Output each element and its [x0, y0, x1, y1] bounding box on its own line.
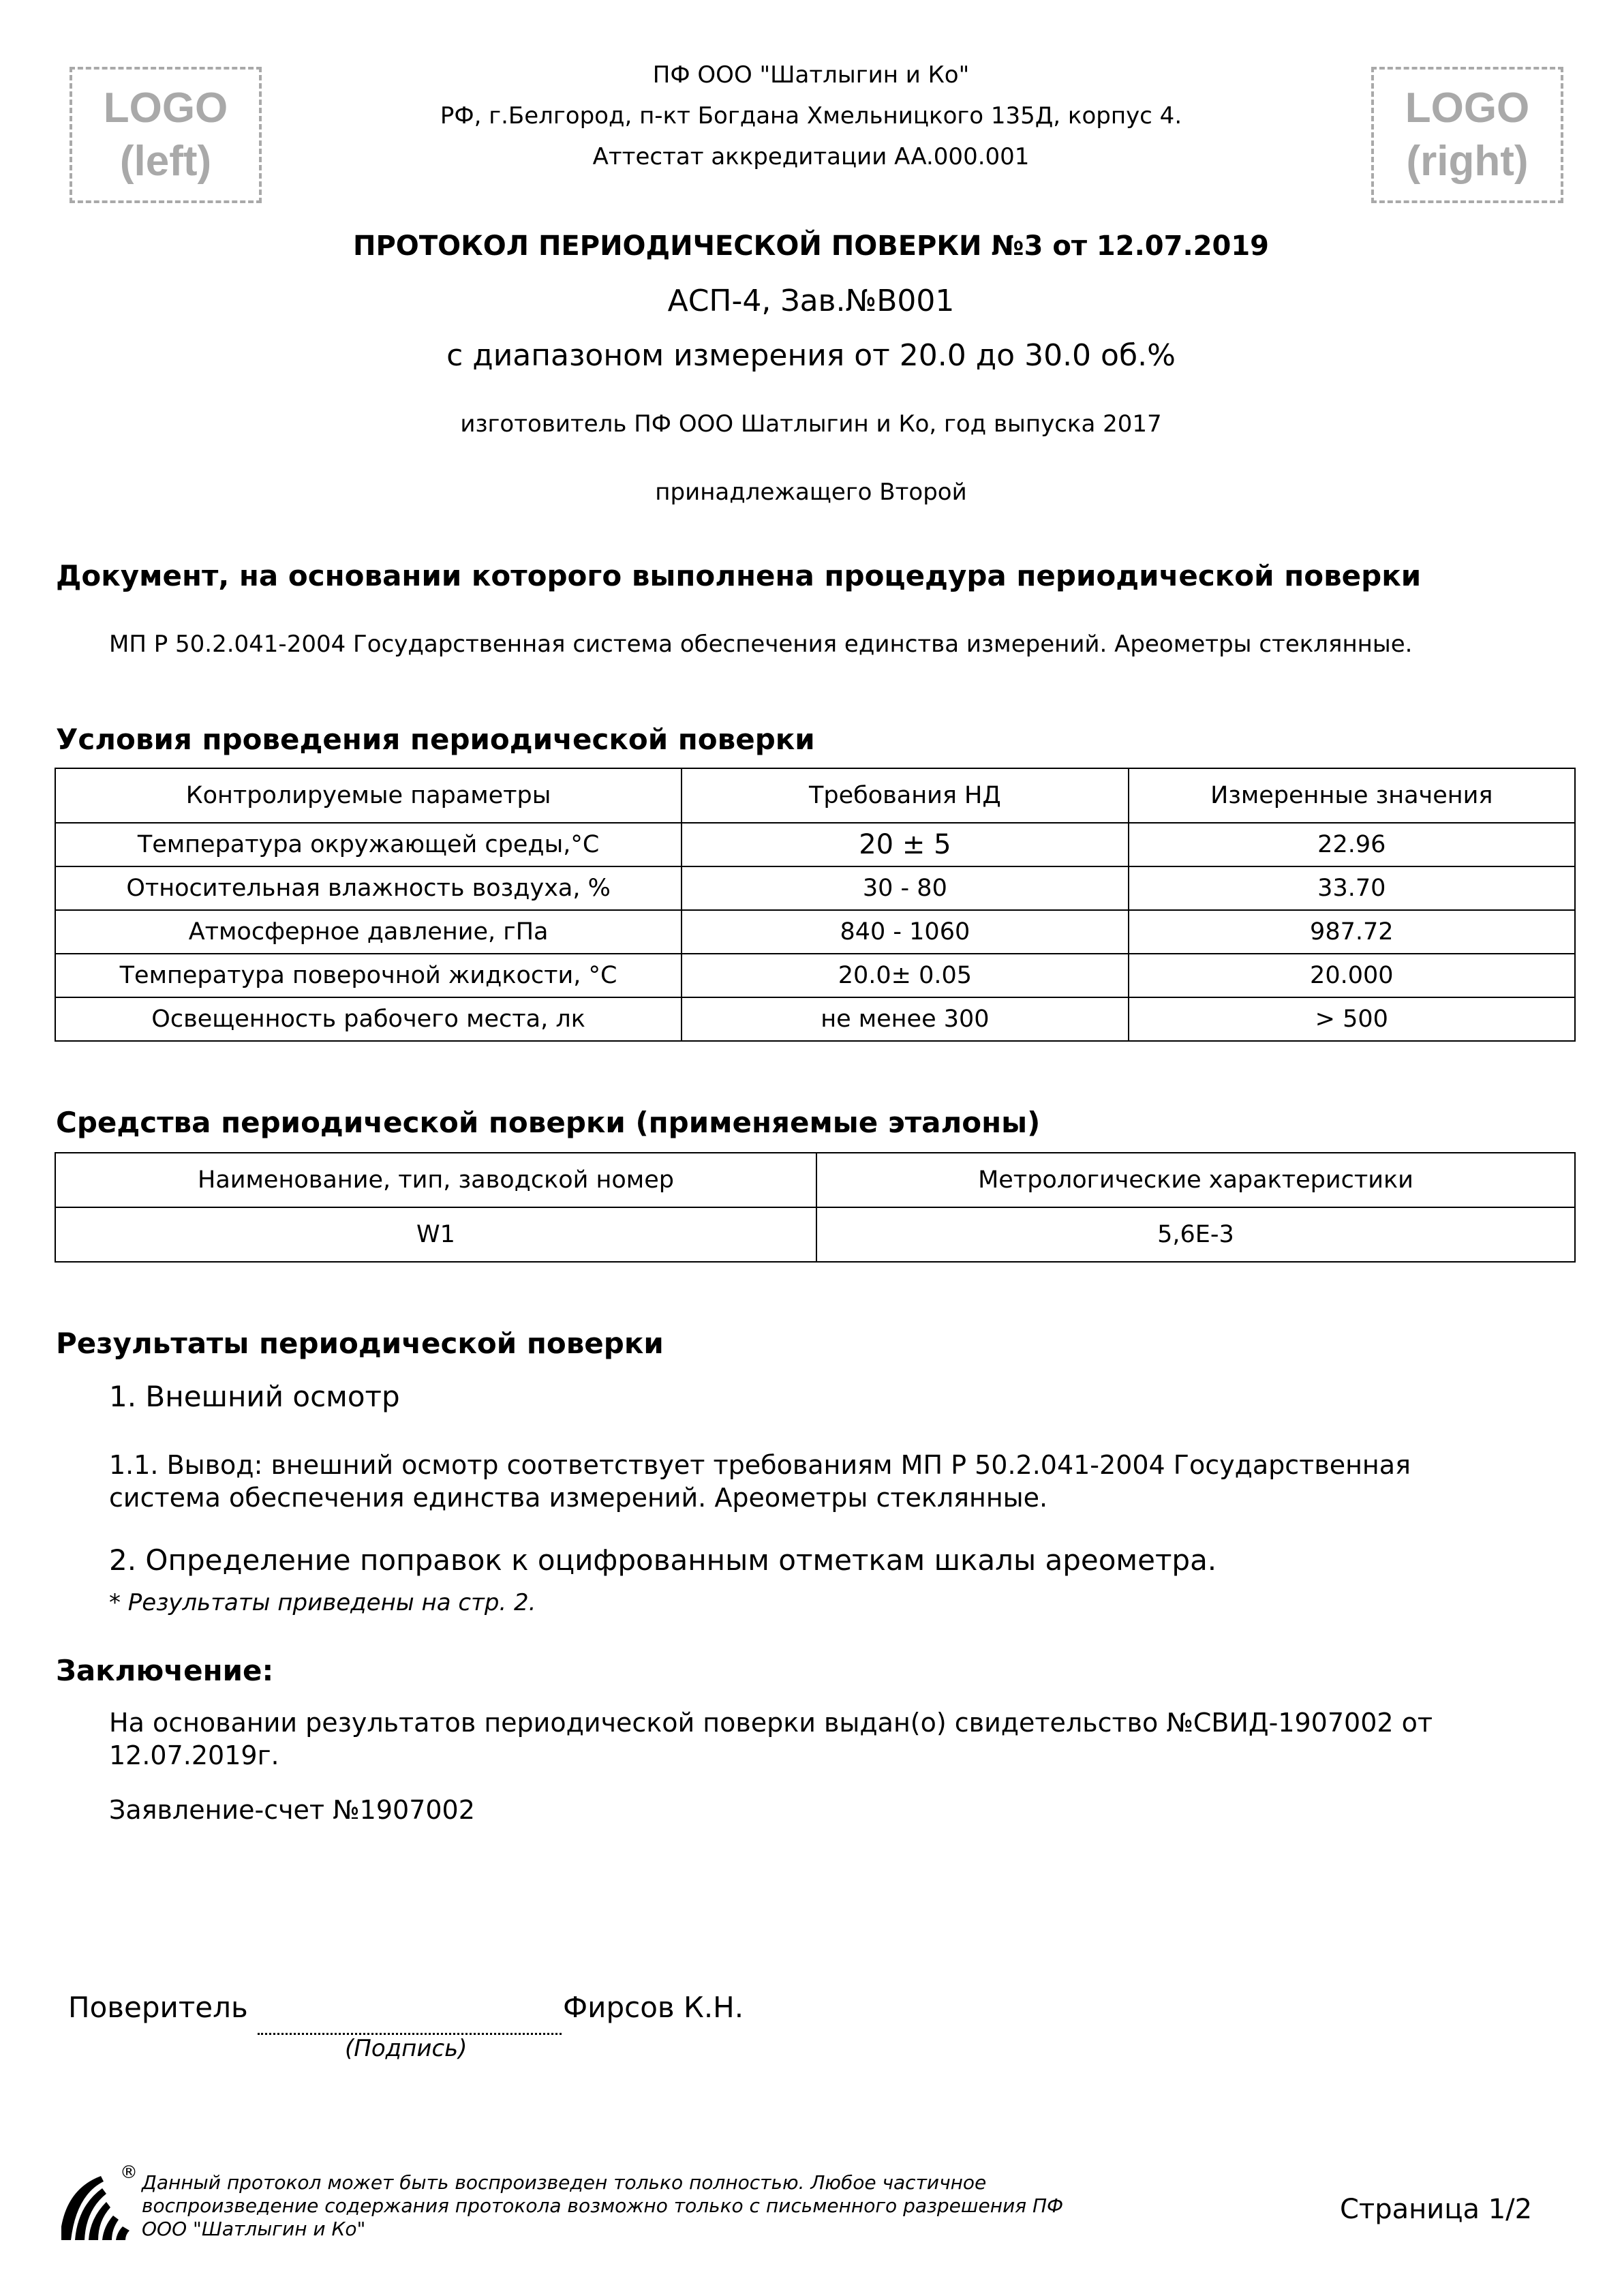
results-item-1: 1. Внешний осмотр	[109, 1380, 400, 1413]
conditions-header-row	[55, 768, 1575, 823]
device-name: АСП-4, Зав.№B001	[667, 284, 955, 318]
document-heading: Документ, на основании которого выполнена процедура периодической поверки	[56, 559, 1422, 592]
table-row	[55, 866, 1575, 910]
table-row	[55, 997, 1575, 1041]
conclusion-line2: 12.07.2019г.	[109, 1740, 279, 1770]
table-cell: 5,6E-3	[816, 1207, 1575, 1262]
table-cell: 20.000	[1129, 954, 1575, 997]
results-item-2: 2. Определение поправок к оцифрованным отметкам шкалы ареометра.	[109, 1543, 1217, 1577]
table-cell: Атмосферное давление, гПа	[55, 910, 682, 954]
col-header: Требования НД	[682, 768, 1128, 823]
table-row	[55, 954, 1575, 997]
logo-left-word: LOGO	[103, 85, 228, 132]
accreditation: Аттестат аккредитации AA.000.001	[592, 143, 1030, 170]
table-cell: Относительная влажность воздуха, %	[55, 866, 682, 910]
standards-table	[55, 1152, 1576, 1263]
results-item-1-1-line1: 1.1. Вывод: внешний осмотр соответствует требованиям МП Р 50.2.041-2004 Государственная	[109, 1450, 1411, 1480]
document-text: МП Р 50.2.041-2004 Государственная система обеспечения единства измерений. Ареометры стеклянные.	[109, 631, 1413, 658]
page-number: Страница 1/2	[1340, 2194, 1533, 2225]
col-header: Метрологические характеристики	[816, 1153, 1575, 1207]
page-title: ПРОТОКОЛ ПЕРИОДИЧЕСКОЙ ПОВЕРКИ №3 от 12.07.2019	[353, 230, 1269, 262]
footer-notice	[142, 2171, 1110, 2241]
table-cell: 987.72	[1129, 910, 1575, 954]
org-address: РФ, г.Белгород, п-кт Богдана Хмельницкого 135Д, корпус 4.	[440, 102, 1182, 130]
org-name: ПФ ООО "Шатлыгин и Ко"	[652, 61, 970, 89]
table-cell: 840 - 1060	[682, 910, 1128, 954]
table-cell: 20.0± 0.05	[682, 954, 1128, 997]
table-row	[55, 823, 1575, 866]
results-item-1-1-line2: система обеспечения единства измерений. Ареометры стеклянные.	[109, 1483, 1048, 1513]
table-cell: не менее 300	[682, 997, 1128, 1041]
verifier-name: Фирсов К.Н.	[563, 1991, 744, 2024]
table-cell: 22.96	[1129, 823, 1575, 866]
invoice-number: Заявление-счет №1907002	[109, 1795, 475, 1825]
table-row	[55, 910, 1575, 954]
measurement-range: с диапазоном измерения от 20.0 до 30.0 об.%	[446, 338, 1176, 373]
table-cell: 20 ± 5	[682, 823, 1128, 866]
table-cell: Температура поверочной жидкости, °С	[55, 954, 682, 997]
conclusion-heading: Заключение:	[56, 1654, 274, 1687]
col-header: Контролируемые параметры	[55, 768, 682, 823]
col-header: Наименование, тип, заводской номер	[55, 1153, 816, 1207]
owner: принадлежащего Второй	[655, 479, 967, 506]
manufacturer: изготовитель ПФ ООО Шатлыгин и Ко, год выпуска 2017	[460, 410, 1162, 438]
table-cell: 30 - 80	[682, 866, 1128, 910]
results-note: * Результаты приведены на стр. 2.	[109, 1589, 536, 1616]
footer-notice-line: воспроизведение содержания протокола возможно только с письменного разрешения ПФ	[142, 2194, 1064, 2217]
standards-header-row	[55, 1153, 1575, 1207]
table-cell: Освещенность рабочего места, лк	[55, 997, 682, 1041]
registered-mark: ®	[120, 2162, 138, 2183]
standards-heading: Средства периодической поверки (применяемые эталоны)	[56, 1106, 1041, 1139]
footer-notice-line: ООО "Шатлыгин и Ко"	[142, 2218, 366, 2240]
table-cell: W1	[55, 1207, 816, 1262]
logo-right-caption: (right)	[1406, 138, 1529, 185]
conclusion-line1: На основании результатов периодической поверки выдан(о) свидетельство №СВИД-1907002 от	[109, 1708, 1433, 1738]
signature-caption: (Подпись)	[345, 2035, 468, 2062]
footer-notice-line: Данный протокол может быть воспроизведен только полностью. Любое частичное	[142, 2171, 987, 2194]
logo-left-caption: (left)	[119, 138, 212, 185]
table-cell: 33.70	[1129, 866, 1575, 910]
results-heading: Результаты периодической поверки	[56, 1327, 664, 1360]
logo-right-word: LOGO	[1405, 85, 1530, 132]
conditions-table	[55, 768, 1576, 1042]
conditions-heading: Условия проведения периодической поверки	[56, 723, 815, 756]
signature-label: Поверитель	[68, 1991, 248, 2024]
table-row	[55, 1207, 1575, 1262]
table-cell: Температура окружающей среды,°С	[55, 823, 682, 866]
col-header: Измеренные значения	[1129, 768, 1575, 823]
table-cell: > 500	[1129, 997, 1575, 1041]
